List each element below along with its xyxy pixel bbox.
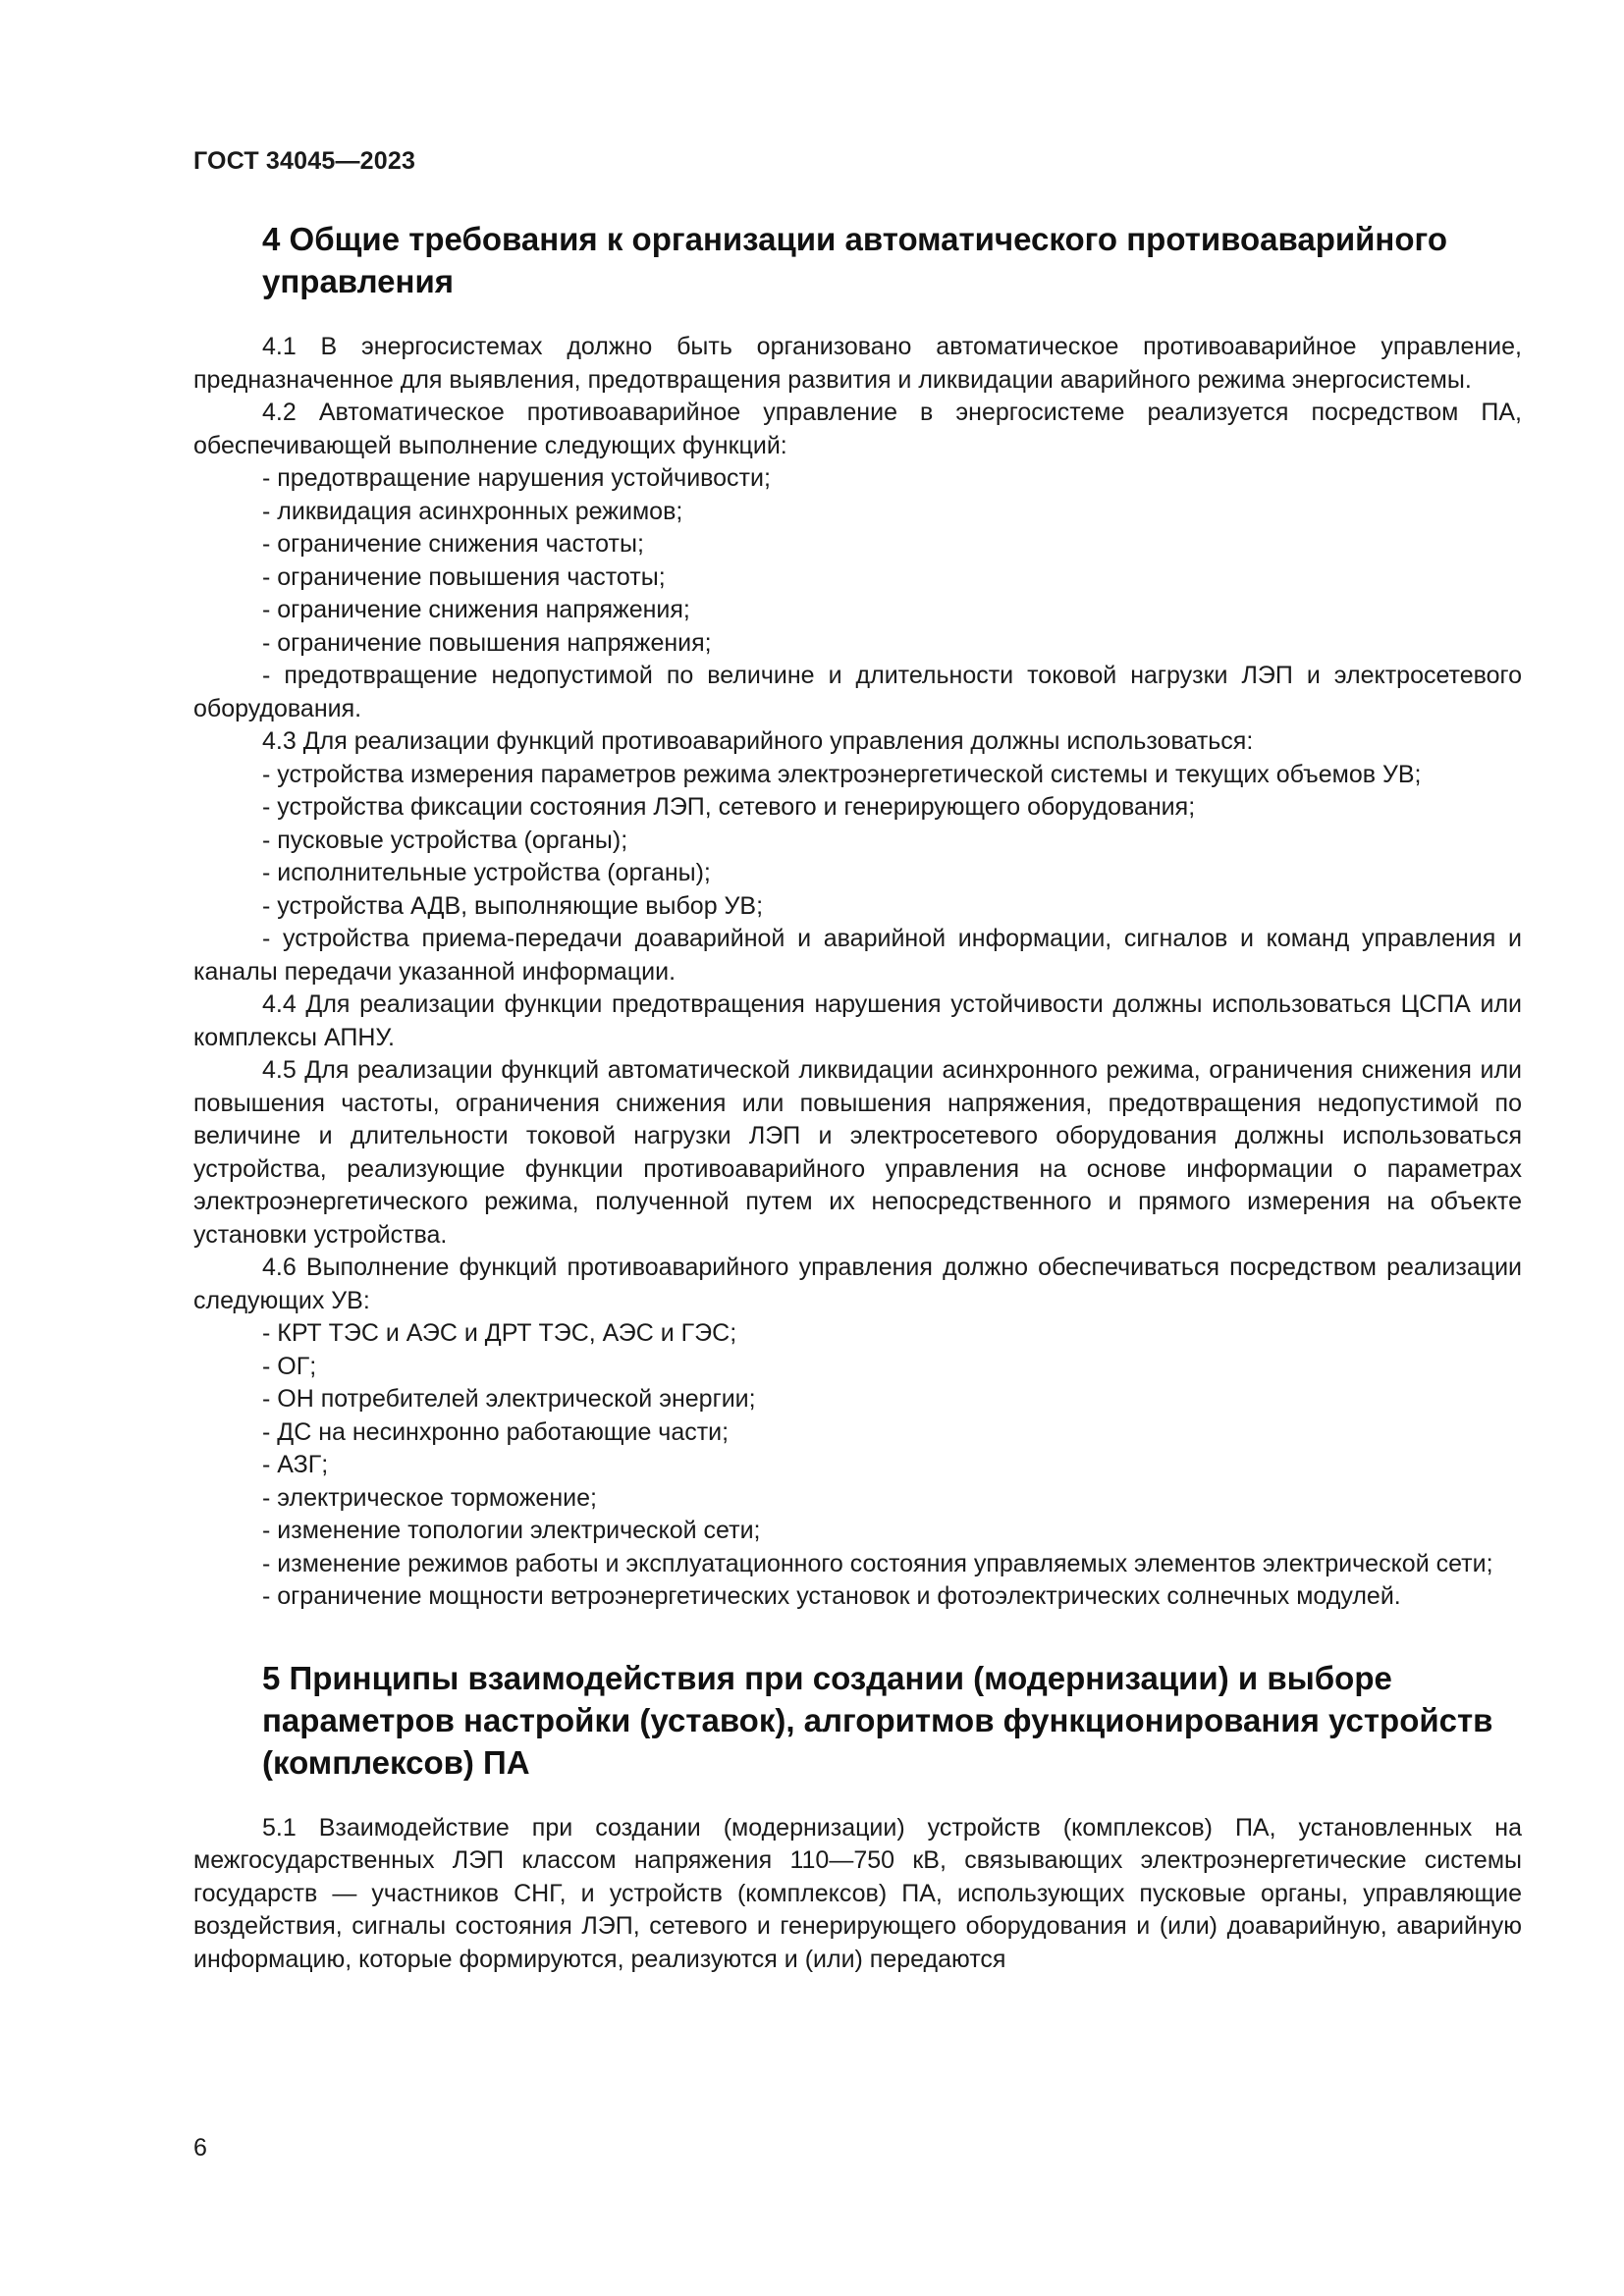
list-item: - устройства АДВ, выполняющие выбор УВ;: [262, 891, 764, 920]
list-item: - ограничение снижения напряжения;: [262, 596, 690, 623]
list-item: - ликвидация асинхронных режимов;: [262, 497, 683, 525]
paragraph-4-4: 4.4 Для реализации функции предотвращения нарушения устойчивости должны использоваться ЦСПА или комплексы АПНУ.: [193, 990, 1522, 1051]
list-item: - КРТ ТЭС и АЭС и ДРТ ТЭС, АЭС и ГЭС;: [262, 1319, 737, 1347]
paragraph-4-5: 4.5 Для реализации функций автоматической ликвидации асинхронного режима, ограничения снижения или повышения частоты, ограничения снижения или повышения напряжения, предотвращения недопустимой по величине и длительности токовой нагрузки ЛЭП и электросетевого оборудования должны использоваться устройства, реализующие функции противоаварийного управления на основе информации о параметрах электроэнергетического режима, полученной путем их непосредственного и прямого измерения на объекте установки устройства.: [193, 1056, 1522, 1249]
list-item: - ОН потребителей электрической энергии;: [262, 1385, 756, 1413]
list-item: - устройства измерения параметров режима электроэнергетической системы и текущих объемов УВ;: [262, 760, 1422, 788]
list-item: - ограничение мощности ветроэнергетических установок и фотоэлектрических солнечных модулей.: [262, 1582, 1401, 1610]
section-4-title: 4 Общие требования к организации автоматического противоаварийного управления: [262, 221, 1447, 299]
list-item: - пусковые устройства (органы);: [262, 826, 628, 854]
list-item: - электрическое торможение;: [262, 1483, 597, 1512]
list-item: - изменение режимов работы и эксплуатационного состояния управляемых элементов электрической сети;: [262, 1549, 1493, 1577]
paragraph-5-1: 5.1 Взаимодействие при создании (модернизации) устройств (комплексов) ПА, установленных на межгосударственных ЛЭП классом напряжения 110—750 кВ, связывающих электроэнергетические системы государств — участников СНГ, и устройств (комплексов) ПА, использующих пусковые органы, управляющие воздействия, сигналы состояния ЛЭП, сетевого и генерирующего оборудования и (или) доаварийную, аварийную информацию, которые формируются, реализуются и (или) передаются: [193, 1813, 1522, 1973]
list-item: - предотвращение недопустимой по величине и длительности токовой нагрузки ЛЭП и электросетевого оборудования.: [193, 662, 1522, 722]
list-item: - ограничение повышения напряжения;: [262, 628, 712, 657]
list-item: - ограничение снижения частоты;: [262, 530, 644, 558]
list-item: - АЗГ;: [262, 1451, 329, 1478]
document-code: ГОСТ 34045—2023: [193, 147, 416, 175]
page-content: [193, 218, 1522, 1976]
list-item: - исполнительные устройства (органы);: [262, 859, 711, 886]
list-item: - устройства приема-передачи доаварийной и аварийной информации, сигналов и команд управления и каналы передачи указанной информации.: [193, 925, 1522, 986]
section-5-title: 5 Принципы взаимодействия при создании (модернизации) и выборе параметров настройки (уставок), алгоритмов функционирования устройств (комплексов) ПА: [262, 1659, 1493, 1781]
paragraph-4-6: 4.6 Выполнение функций противоаварийного управления должно обеспечиваться посредством реализации следующих УВ:: [193, 1254, 1522, 1314]
paragraph-4-2: 4.2 Автоматическое противоаварийное управление в энергосистеме реализуется посредством ПА, обеспечивающей выполнение следующих функций:: [193, 399, 1522, 459]
list-item: - ОГ;: [262, 1352, 317, 1380]
paragraph-4-3: 4.3 Для реализации функций противоаварийного управления должны использоваться:: [262, 727, 1254, 755]
list-item: - устройства фиксации состояния ЛЭП, сетевого и генерирующего оборудования;: [262, 793, 1196, 821]
list-item: - изменение топологии электрической сети;: [262, 1517, 761, 1544]
list-item: - ДС на несинхронно работающие части;: [262, 1417, 730, 1446]
paragraph-4-1: 4.1 В энергосистемах должно быть организовано автоматическое противоаварийное управление, предназначенное для выявления, предотвращения развития и ликвидации аварийного режима энергосистемы.: [193, 333, 1522, 394]
list-item: - предотвращение нарушения устойчивости;: [262, 464, 771, 492]
page-number: 6: [193, 2134, 207, 2162]
list-item: - ограничение повышения частоты;: [262, 562, 666, 591]
